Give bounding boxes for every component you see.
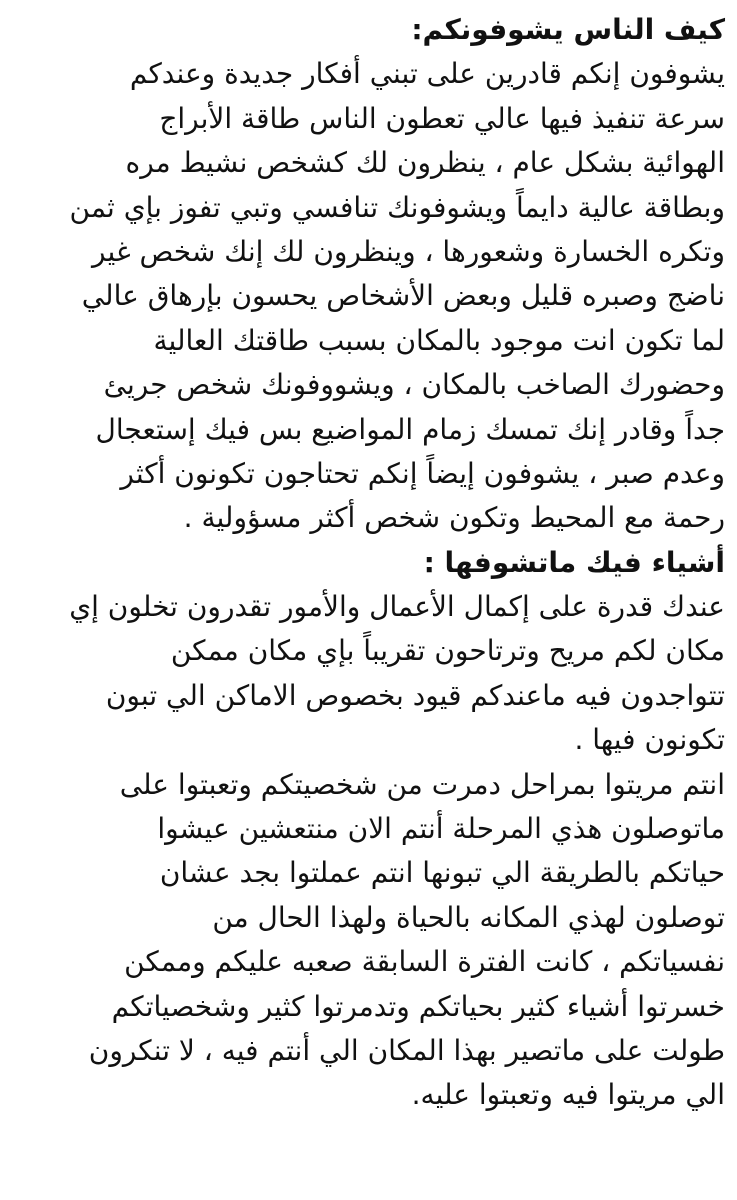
- text-line: وحضورك الصاخب بالمكان ، ويشووفونك شخص جريئ: [103, 368, 725, 402]
- text-line: طولت على ماتصير بهذا المكان الي أنتم فيه ، لا تنكرون: [88, 1033, 725, 1067]
- section-heading: كيف الناس يشوفونكم:: [411, 13, 725, 46]
- text-line: انتم مريتوا بمراحل دمرت من شخصيتكم وتعبتوا على: [119, 767, 725, 801]
- text-line: ماتوصلون هذي المرحلة أنتم الان منتعشين عيشوا: [157, 812, 725, 846]
- text-line: عندك قدرة على إكمال الأعمال والأمور تقدرون تخلون إي: [69, 590, 725, 624]
- text-line: وعدم صبر ، يشوفون إيضاً إنكم تحتاجون تكونون أكثر: [120, 456, 725, 490]
- text-line: نفسياتكم ، كانت الفترة السابقة صعبه عليكم وممكن: [124, 945, 725, 979]
- text-line: خسرتوا أشياء كثير بحياتكم وتدمرتوا كثير وشخصياتكم: [111, 989, 725, 1023]
- text-line: سرعة تنفيذ فيها عالي تعطون الناس طاقة الأبراج: [159, 101, 725, 135]
- text-line: رحمة مع المحيط وتكون شخص أكثر مسؤولية .: [183, 501, 725, 535]
- text-line: لما تكون انت موجود بالمكان بسبب طاقتك العالية: [153, 323, 725, 357]
- text-line: تتواجدون فيه ماعندكم قيود بخصوص الاماكن الي تبون: [105, 678, 725, 712]
- text-line: مكان لكم مريح وترتاحون تقريباً بإي مكان ممكن: [170, 634, 725, 668]
- text-line: توصلون لهذي المكانه بالحياة ولهذا الحال من: [212, 900, 725, 934]
- text-line: ناضج وصبره قليل وبعض الأشخاص يحسون بإرهاق عالي: [81, 279, 725, 313]
- text-line: تكونون فيها .: [574, 723, 725, 757]
- text-line: يشوفون إنكم قادرين على تبني أفكار جديدة وعندكم: [129, 57, 725, 91]
- text-line: وتكره الخسارة وشعورها ، وينظرون لك إنك شخص غير: [92, 234, 725, 268]
- text-line: حياتكم بالطريقة الي تبونها انتم عملتوا بجد عشان: [159, 856, 725, 890]
- section-heading: أشياء فيك ماتشوفها :: [423, 545, 725, 579]
- text-line: وبطاقة عالية دايماً ويشوفونك تنافسي وتبي تفوز بإي ثمن: [69, 190, 725, 224]
- text-line: جداً وقادر إنك تمسك زمام المواضيع بس فيك إستعجال: [95, 412, 725, 446]
- text-line: الي مريتوا فيه وتعبتوا عليه.: [411, 1078, 725, 1112]
- text-line: الهوائية بشكل عام ، ينظرون لك كشخص نشيط مره: [125, 146, 725, 180]
